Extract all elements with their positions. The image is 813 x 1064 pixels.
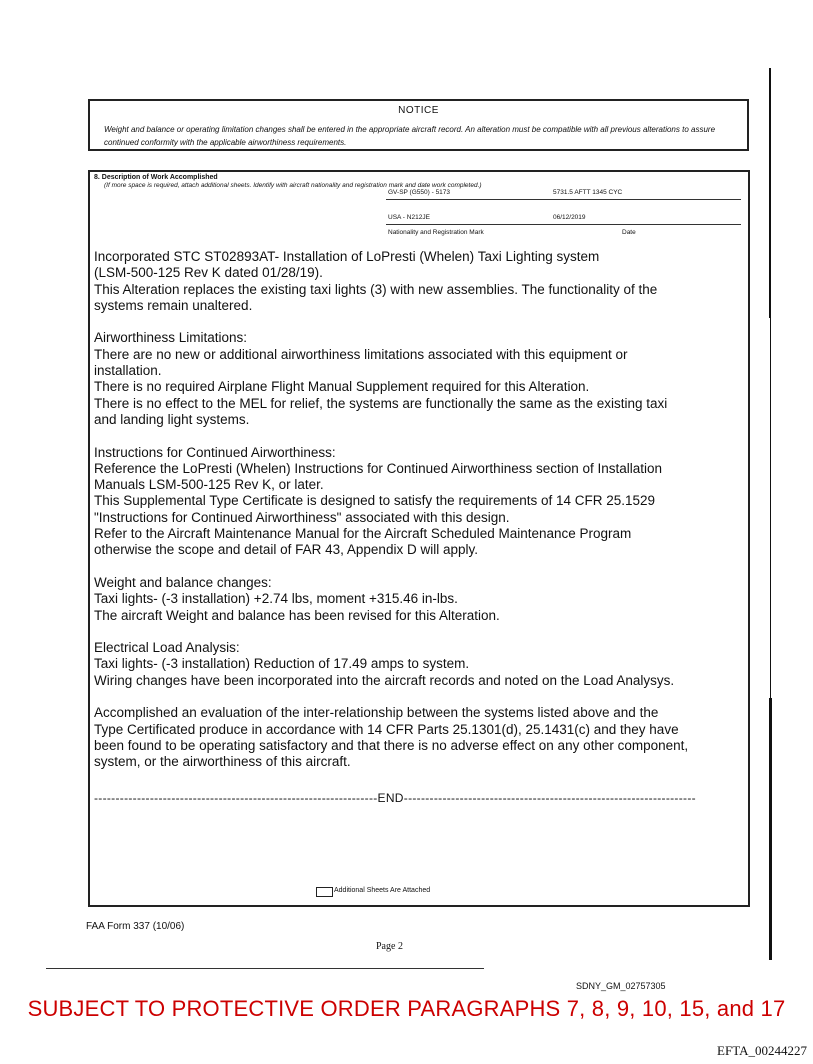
label-nationality: Nationality and Registration Mark	[388, 229, 484, 236]
additional-sheets-label: Additional Sheets Are Attached	[334, 887, 431, 894]
body-line: Reference the LoPresti (Whelen) Instructions for Continued Airworthiness section of Installation	[94, 460, 663, 476]
end-marker: ------------------------------------------------------------------END--------------------------------------------------------------------	[94, 791, 696, 805]
body-line: The aircraft Weight and balance has been revised for this Alteration.	[94, 607, 500, 623]
page-number: Page 2	[376, 941, 403, 952]
body-line: Wiring changes have been incorporated into the aircraft records and noted on the Load Analysys.	[94, 672, 675, 688]
section-subtitle: (If more space is required, attach additional sheets. Identify with aircraft nationality and registration mark and date work completed.)	[104, 182, 482, 189]
section-title: 8. Description of Work Accomplished	[94, 174, 218, 181]
body-line: Accomplished an evaluation of the inter-relationship between the systems listed above and the	[94, 705, 659, 721]
body-heading-electrical-load: Electrical Load Analysis:	[94, 640, 240, 656]
scan-edge-mark-top	[769, 68, 771, 318]
body-line: There are no new or additional airworthiness limitations associated with this equipment or	[94, 346, 628, 362]
body-heading-continued-airworthiness: Instructions for Continued Airworthiness:	[94, 444, 336, 460]
efta-number: EFTA_00244227	[717, 1043, 807, 1058]
body-line: Taxi lights- (-3 installation) +2.74 lbs, moment +315.46 in-lbs.	[94, 591, 458, 607]
body-line: otherwise the scope and detail of FAR 43, Appendix D will apply.	[94, 542, 478, 558]
scan-edge-mark-bottom	[769, 698, 772, 960]
body-line: Refer to the Aircraft Maintenance Manual for the Aircraft Scheduled Maintenance Program	[94, 526, 632, 542]
body-line: installation.	[94, 363, 162, 379]
description-of-work-box	[88, 170, 750, 907]
registration-mark: USA - N212JE	[388, 214, 430, 221]
notice-title: NOTICE	[398, 105, 439, 116]
form-identifier: FAA Form 337 (10/06)	[86, 921, 185, 932]
notice-box	[88, 99, 749, 151]
body-line: and landing light systems.	[94, 411, 250, 427]
body-line: systems remain unaltered.	[94, 297, 253, 313]
body-line: (LSM-500-125 Rev K dated 01/28/19).	[94, 265, 323, 281]
body-line: "Instructions for Continued Airworthiness" associated with this design.	[94, 509, 510, 525]
body-line: There is no required Airplane Flight Manual Supplement required for this Alteration.	[94, 379, 590, 395]
scan-edge-mark-mid	[770, 318, 771, 698]
body-line: system, or the airworthiness of this aircraft.	[94, 754, 351, 770]
body-line: Taxi lights- (-3 installation) Reduction of 17.49 amps to system.	[94, 656, 470, 672]
body-line: been found to be operating satisfactory and that there is no adverse effect on any other component,	[94, 737, 689, 753]
additional-sheets-checkbox[interactable]	[316, 887, 333, 897]
notice-text: Weight and balance or operating limitation changes shall be entered in the appropriate aircraft record. An alteration must be compatible with all previous alterations to assure continued conformity with the applicable airworthiness requirements.	[104, 125, 716, 147]
header-rule-1	[386, 199, 741, 200]
work-date: 06/12/2019	[553, 214, 586, 221]
bates-number: SDNY_GM_02757305	[576, 981, 666, 991]
label-date: Date	[622, 229, 636, 236]
body-line: Incorporated STC ST02893AT- Installation of LoPresti (Whelen) Taxi Lighting system	[94, 249, 600, 264]
aircraft-hours: 5731.5 AFTT 1345 CYC	[553, 189, 623, 196]
body-line: Manuals LSM-500-125 Rev K, or later.	[94, 477, 324, 493]
bottom-rule	[46, 968, 484, 969]
protective-order-banner: SUBJECT TO PROTECTIVE ORDER PARAGRAPHS 7, 8, 9, 10, 15, and 17	[27, 996, 786, 1021]
body-line: There is no effect to the MEL for relief, the systems are functionally the same as the existing taxi	[94, 395, 668, 411]
body-heading-weight-balance: Weight and balance changes:	[94, 574, 272, 590]
header-rule-2	[386, 224, 741, 225]
body-line: Type Certificated produce in accordance with 14 CFR Parts 25.1301(d), 25.1431(c) and they have	[94, 721, 679, 737]
body-line: This Supplemental Type Certificate is designed to satisfy the requirements of 14 CFR 25.1529	[94, 493, 656, 509]
work-description	[94, 249, 749, 771]
body-line: This Alteration replaces the existing taxi lights (3) with new assemblies. The functionality of the	[94, 281, 658, 297]
body-heading-airworthiness-limitations: Airworthiness Limitations:	[94, 330, 248, 346]
aircraft-model: GV-SP (G550) - 5173	[388, 189, 451, 196]
